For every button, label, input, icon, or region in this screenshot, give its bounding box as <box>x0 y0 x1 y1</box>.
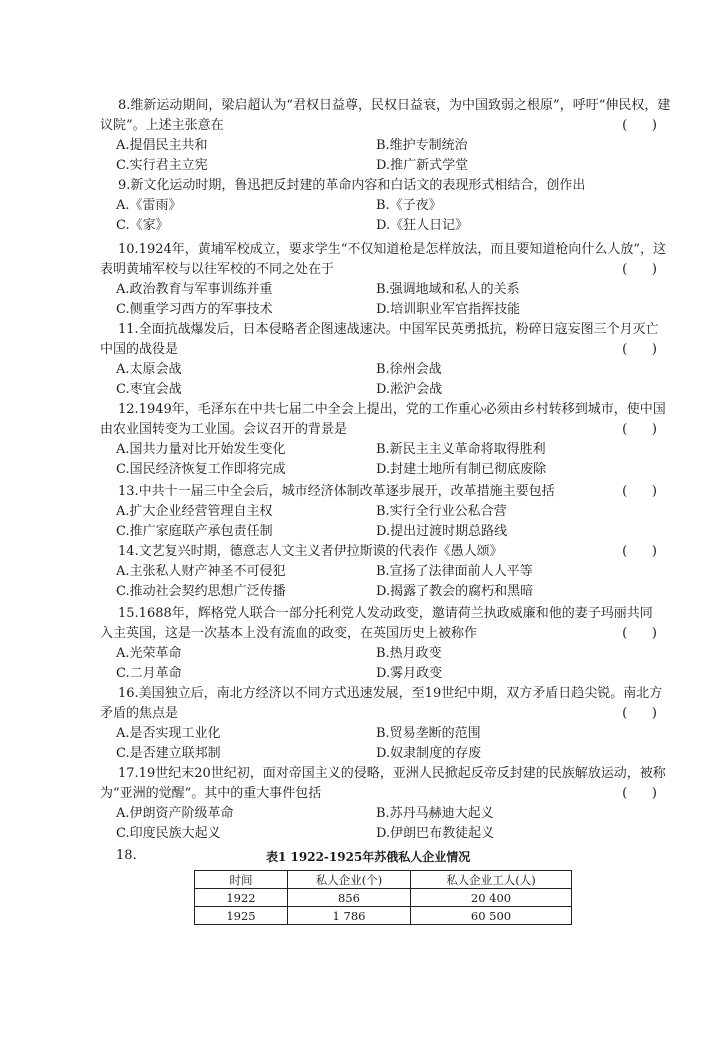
option-b: B.徐州会战 <box>376 362 442 377</box>
table-header-cell: 私人企业(个) <box>288 871 411 889</box>
question-16 <box>100 684 665 764</box>
option-d: D.揭露了教会的腐朽和黑暗 <box>376 584 534 599</box>
option-a: A.主张私人财产神圣不可侵犯 <box>116 564 286 579</box>
question-number: 18. <box>116 848 137 863</box>
question-10 <box>100 240 665 320</box>
options <box>100 562 665 602</box>
option-a: A.伊朗资产阶级革命 <box>116 806 234 821</box>
option-a: A.是否实现工业化 <box>116 726 221 741</box>
options <box>100 502 665 542</box>
question-stem-line: 9.新文化运动时期，鲁迅把反封建的革命内容和白话文的表现形式相结合，创作出 <box>118 178 586 193</box>
question-stem-line: 17.19世纪末20世纪初，面对帝国主义的侵略，亚洲人民掀起反帝反封建的民族解放运动，被称 <box>118 766 666 781</box>
option-d: D.培训职业军官指挥技能 <box>376 302 521 317</box>
table-cell: 60 500 <box>411 907 572 925</box>
option-c: C.枣宜会战 <box>116 382 182 397</box>
option-b: B.强调地域和私人的关系 <box>376 282 520 297</box>
options <box>100 360 665 400</box>
option-b: B.贸易垄断的范围 <box>376 726 481 741</box>
question-14 <box>100 542 665 602</box>
option-c: C.《家》 <box>116 218 169 233</box>
table-cell: 1922 <box>195 889 288 907</box>
answer-bracket: ( ) <box>622 626 657 641</box>
table-cell: 20 400 <box>411 889 572 907</box>
options <box>100 136 665 176</box>
option-b: B.实行全行业公私合营 <box>376 504 507 519</box>
question-stem-line: 表明黄埔军校与以往军校的不同之处在于 <box>100 262 335 277</box>
question-11 <box>100 320 665 400</box>
question-17 <box>100 764 665 844</box>
answer-bracket: ( ) <box>622 484 657 499</box>
question-stem-line: 11.全面抗战爆发后，日本侵略者企图速战速决。中国军民英勇抵抗，粉碎日寇妄图三个月灭亡 <box>118 322 659 337</box>
data-table <box>194 870 572 925</box>
options <box>100 644 665 684</box>
option-a: A.提倡民主共和 <box>116 138 208 153</box>
table-caption: 表1 1922-1925年苏俄私人企业情况 <box>266 850 471 864</box>
table-header-cell: 私人企业工人(人) <box>411 871 572 889</box>
option-d: D.提出过渡时期总路线 <box>376 524 508 539</box>
question-stem-line: 14.文艺复兴时期，德意志人文主义者伊拉斯谟的代表作《愚人颂》 <box>118 544 503 559</box>
option-b: B.宣扬了法律面前人人平等 <box>376 564 533 579</box>
option-a: A.光荣革命 <box>116 646 182 661</box>
question-stem-line: 由农业国转变为工业国。会议召开的背景是 <box>100 422 348 437</box>
table-header-row <box>195 871 572 889</box>
answer-bracket: ( ) <box>622 786 657 801</box>
option-b: B.维护专制统治 <box>376 138 468 153</box>
question-9 <box>100 176 665 236</box>
question-stem-line: 矛盾的焦点是 <box>100 706 179 721</box>
question-stem-line: 议院”。上述主张意在 <box>100 118 224 133</box>
option-a: A.国共力量对比开始发生变化 <box>116 442 286 457</box>
question-stem-line: 为“亚洲的觉醒”。其中的重大事件包括 <box>100 786 322 801</box>
option-d: D.雾月政变 <box>376 666 443 681</box>
options <box>100 440 665 480</box>
option-d: D.奴隶制度的存废 <box>376 746 482 761</box>
option-a: A.太原会战 <box>116 362 182 377</box>
option-b: B.《子夜》 <box>376 198 442 213</box>
question-8 <box>100 96 671 176</box>
question-stem-line: 15.1688年，辉格党人联合一部分托利党人发动政变，邀请荷兰执政威廉和他的妻子玛丽共同 <box>118 606 653 621</box>
question-stem-line: 10.1924年，黄埔军校成立，要求学生“不仅知道枪是怎样放法，而且要知道枪向什么人放”，这 <box>118 242 667 257</box>
answer-bracket: ( ) <box>622 706 657 721</box>
table-cell: 1925 <box>195 907 288 925</box>
table-cell: 856 <box>288 889 411 907</box>
option-b: B.新民主主义革命将取得胜利 <box>376 442 546 457</box>
table-header-cell: 时间 <box>195 871 288 889</box>
option-c: C.是否建立联邦制 <box>116 746 221 761</box>
option-c: C.国民经济恢复工作即将完成 <box>116 462 286 477</box>
question-stem-line: 13.中共十一届三中全会后，城市经济体制改革逐步展开，改革措施主要包括 <box>118 484 555 499</box>
answer-bracket: ( ) <box>622 342 657 357</box>
option-c: C.推动社会契约思想广泛传播 <box>116 584 286 599</box>
option-a: A.扩大企业经营管理自主权 <box>116 504 273 519</box>
question-stem-line: 16.美国独立后，南北方经济以不同方式迅速发展，至19世纪中期，双方矛盾日趋尖锐。南北方 <box>118 686 663 701</box>
option-c: C.推广家庭联产承包责任制 <box>116 524 273 539</box>
option-a: A.《雷雨》 <box>116 198 182 213</box>
options <box>100 196 665 236</box>
table-cell: 1 786 <box>288 907 411 925</box>
option-c: C.印度民族大起义 <box>116 826 221 841</box>
option-c: C.实行君主立宪 <box>116 158 208 173</box>
table-row <box>195 907 572 925</box>
answer-bracket: ( ) <box>622 544 657 559</box>
option-b: B.热月政变 <box>376 646 442 661</box>
options <box>100 724 665 764</box>
option-d: D.《狂人日记》 <box>376 218 469 233</box>
options <box>100 280 665 320</box>
question-stem-line: 12.1949年，毛泽东在中共七届二中全会上提出，党的工作重心必须由乡村转移到城市，使中国 <box>118 402 666 417</box>
question-13 <box>100 482 665 542</box>
table-row <box>195 889 572 907</box>
option-c: C.侧重学习西方的军事技术 <box>116 302 273 317</box>
options <box>100 804 665 844</box>
option-d: D.封建土地所有制已彻底废除 <box>376 462 547 477</box>
answer-bracket: ( ) <box>622 262 657 277</box>
option-d: D.推广新式学堂 <box>376 158 469 173</box>
option-a: A.政治教育与军事训练并重 <box>116 282 273 297</box>
option-c: C.二月革命 <box>116 666 182 681</box>
question-15 <box>100 604 665 684</box>
question-stem-line: 入主英国，这是一次基本上没有流血的政变，在英国历史上被称作 <box>100 626 478 641</box>
option-d: D.伊朗巴布教徒起义 <box>376 826 495 841</box>
question-12 <box>100 400 665 480</box>
question-stem-line: 8.维新运动期间，梁启超认为“君权日益尊，民权日益衰，为中国致弱之根原”，呼吁“伸民权，建 <box>118 98 671 113</box>
answer-bracket: ( ) <box>622 118 657 133</box>
question-stem-line: 中国的战役是 <box>100 342 179 357</box>
answer-bracket: ( ) <box>622 422 657 437</box>
option-d: D.淞沪会战 <box>376 382 443 397</box>
option-b: B.苏丹马赫迪大起义 <box>376 806 494 821</box>
